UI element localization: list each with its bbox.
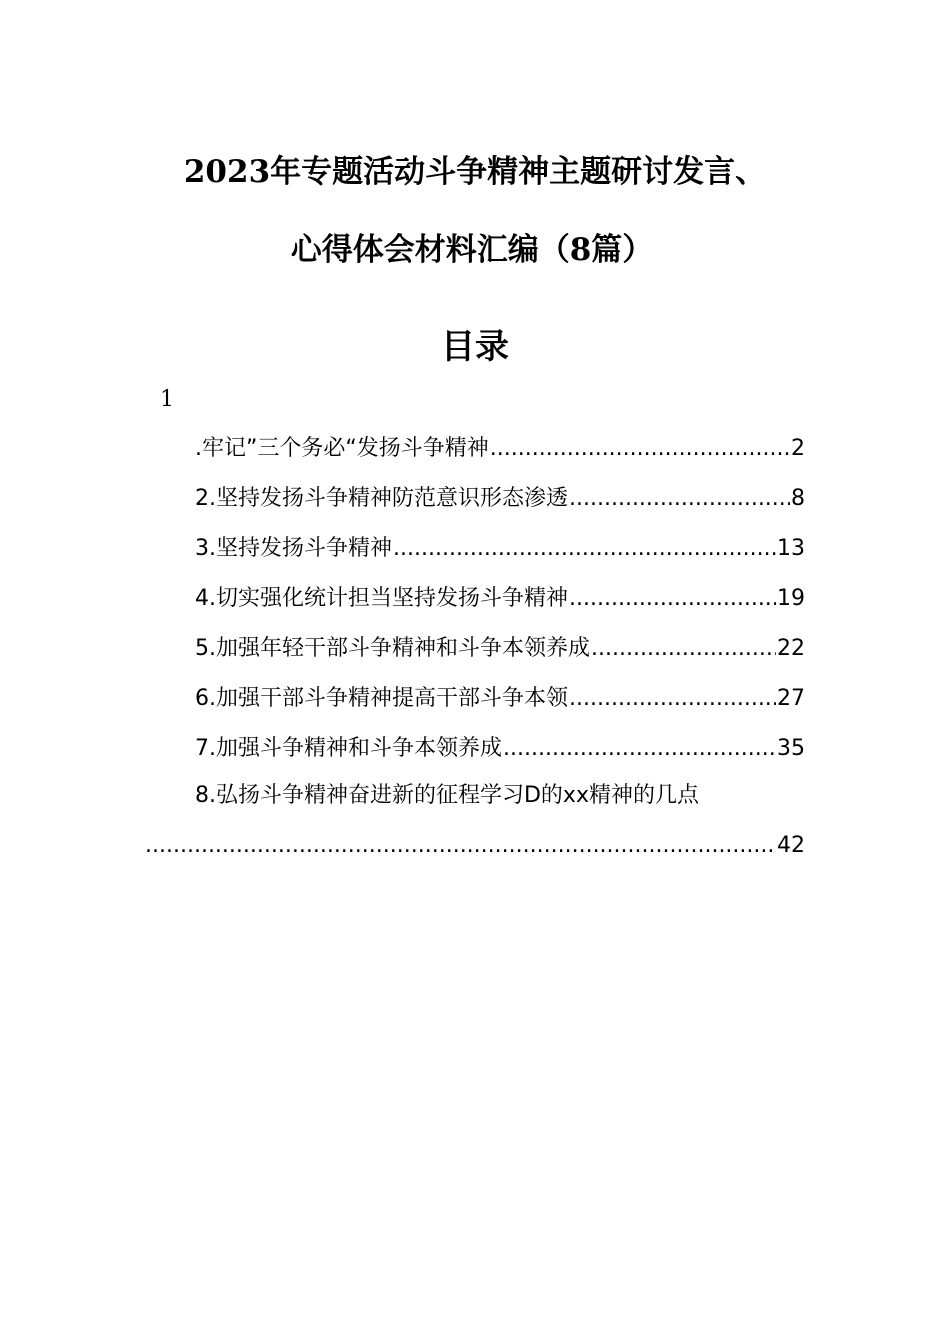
toc-entry-5[interactable] — [195, 630, 805, 680]
toc-entry-1[interactable] — [195, 430, 805, 480]
toc-page-number: 13 — [777, 536, 805, 561]
toc-dot-leader — [503, 730, 776, 768]
toc-dot-leader — [569, 680, 776, 718]
toc-entry-8-continuation[interactable] — [145, 826, 805, 866]
toc-page-number: 8 — [791, 486, 805, 511]
toc-dot-leader — [569, 580, 776, 618]
toc-page-number: 35 — [777, 736, 805, 761]
toc-entry-2[interactable] — [195, 480, 805, 530]
toc-entry-text: 8.弘扬斗争精神奋进新的征程学习D的xx精神的几点 — [195, 783, 699, 808]
toc-dot-leader — [591, 630, 776, 668]
toc-entry-text: 4.切实强化统计担当坚持发扬斗争精神 — [195, 586, 568, 611]
toc-list — [195, 430, 805, 780]
toc-entry-text: 7.加强斗争精神和斗争本领养成 — [195, 736, 502, 761]
toc-entry-text: .牢记”三个务必“发扬斗争精神 — [195, 436, 489, 461]
toc-dot-leader — [145, 826, 776, 866]
toc-page-number: 19 — [777, 586, 805, 611]
toc-entry-text: 5.加强年轻干部斗争精神和斗争本领养成 — [195, 636, 590, 661]
toc-dot-leader — [393, 530, 776, 568]
document-title-line-1: 2023年专题活动斗争精神主题研讨发言、 — [183, 154, 767, 190]
toc-page-number: 22 — [777, 636, 805, 661]
toc-page-number: 42 — [777, 833, 805, 858]
toc-dot-leader — [490, 430, 790, 468]
toc-heading: 目录 — [441, 327, 509, 367]
toc-dot-leader — [569, 480, 790, 518]
toc-entry-8[interactable] — [195, 776, 810, 816]
toc-entry-text: 2.坚持发扬斗争精神防范意识形态渗透 — [195, 486, 568, 511]
document-title-line-2: 心得体会材料汇编（8篇） — [290, 232, 654, 268]
page-marker-number: 1 — [160, 387, 174, 412]
toc-page-number: 27 — [777, 686, 805, 711]
toc-entry-7[interactable] — [195, 730, 805, 780]
toc-entry-text: 3.坚持发扬斗争精神 — [195, 536, 392, 561]
toc-page-number: 2 — [791, 436, 805, 461]
toc-entry-text: 6.加强干部斗争精神提高干部斗争本领 — [195, 686, 568, 711]
toc-entry-6[interactable] — [195, 680, 805, 730]
toc-entry-3[interactable] — [195, 530, 805, 580]
toc-entry-4[interactable] — [195, 580, 805, 630]
